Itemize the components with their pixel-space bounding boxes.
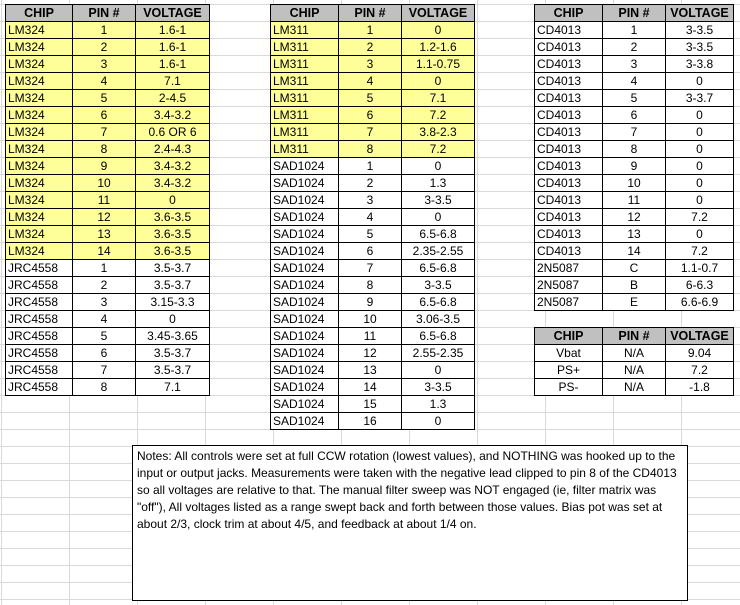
pin-cell: 6	[339, 107, 402, 124]
table-row	[535, 294, 734, 311]
voltage-cell: -1.8	[666, 379, 734, 396]
pin-cell: 7	[603, 124, 666, 141]
pin-cell: 7	[73, 362, 136, 379]
pin-cell: 12	[73, 209, 136, 226]
chip-cell: SAD1024	[271, 396, 339, 413]
voltage-cell: 7.2	[402, 107, 475, 124]
table-row	[271, 362, 475, 379]
table-row	[6, 56, 210, 73]
voltage-cell: 3.15-3.3	[136, 294, 210, 311]
pin-header: PIN #	[339, 5, 402, 22]
chip-cell: 2N5087	[535, 294, 603, 311]
pin-cell: 15	[339, 396, 402, 413]
pin-cell: 11	[603, 192, 666, 209]
chip-cell: JRC4558	[6, 294, 73, 311]
table-row	[271, 413, 475, 430]
table-row	[271, 107, 475, 124]
chip-header: CHIP	[6, 5, 73, 22]
table-row	[535, 39, 734, 56]
voltage-cell: 0	[666, 226, 734, 243]
table-row	[535, 73, 734, 90]
voltage-cell: 0	[666, 175, 734, 192]
pin-cell: 6	[603, 107, 666, 124]
voltage-cell: 1.1-0.7	[666, 260, 734, 277]
pin-cell: 4	[73, 73, 136, 90]
pin-cell: 10	[73, 175, 136, 192]
table-row	[535, 192, 734, 209]
table-row	[6, 243, 210, 260]
pin-cell: 9	[339, 294, 402, 311]
chip-cell: SAD1024	[271, 294, 339, 311]
chip-cell: LM311	[271, 73, 339, 90]
table-row	[6, 311, 210, 328]
table-cd4013-2n5087	[534, 4, 734, 311]
header-row	[6, 5, 210, 22]
chip-cell: SAD1024	[271, 413, 339, 430]
pin-cell: 2	[339, 175, 402, 192]
pin-cell: 9	[73, 158, 136, 175]
table-row	[6, 73, 210, 90]
header-row	[271, 5, 475, 22]
voltage-header: VOLTAGE	[666, 5, 734, 22]
voltage-cell: 1.3	[402, 175, 475, 192]
pin-cell: 3	[339, 56, 402, 73]
chip-cell: LM324	[6, 226, 73, 243]
pin-cell: 11	[73, 192, 136, 209]
chip-cell: SAD1024	[271, 362, 339, 379]
table-row	[271, 141, 475, 158]
pin-cell: 5	[339, 90, 402, 107]
voltage-cell: 3.5-3.7	[136, 362, 210, 379]
voltage-cell: 3-3.5	[666, 39, 734, 56]
table-row	[6, 362, 210, 379]
chip-cell: LM324	[6, 90, 73, 107]
chip-cell: CD4013	[535, 243, 603, 260]
pin-cell: 5	[339, 226, 402, 243]
pin-cell: 12	[603, 209, 666, 226]
pin-header: PIN #	[603, 328, 666, 345]
table-row	[535, 277, 734, 294]
voltage-cell: 3.4-3.2	[136, 158, 210, 175]
pin-cell: 14	[73, 243, 136, 260]
pin-cell: 1	[73, 260, 136, 277]
chip-cell: LM311	[271, 124, 339, 141]
chip-cell: JRC4558	[6, 362, 73, 379]
voltage-cell: 0	[402, 22, 475, 39]
chip-header: CHIP	[535, 5, 603, 22]
chip-cell: LM324	[6, 56, 73, 73]
chip-cell: JRC4558	[6, 311, 73, 328]
pin-cell: 13	[603, 226, 666, 243]
table-row	[535, 107, 734, 124]
table-row	[535, 22, 734, 39]
pin-cell: 5	[73, 90, 136, 107]
voltage-cell: 3-3.5	[402, 277, 475, 294]
voltage-cell: 1.6-1	[136, 56, 210, 73]
voltage-cell: 6.5-6.8	[402, 328, 475, 345]
voltage-header: VOLTAGE	[402, 5, 475, 22]
voltage-cell: 0	[666, 192, 734, 209]
voltage-cell: 6.5-6.8	[402, 294, 475, 311]
voltage-cell: 1.1-0.75	[402, 56, 475, 73]
voltage-cell: 1.6-1	[136, 22, 210, 39]
chip-cell: CD4013	[535, 73, 603, 90]
voltage-header: VOLTAGE	[136, 5, 210, 22]
pin-cell: 2	[339, 39, 402, 56]
chip-cell: 2N5087	[535, 277, 603, 294]
voltage-cell: 0	[136, 311, 210, 328]
chip-cell: JRC4558	[6, 260, 73, 277]
pin-cell: 14	[339, 379, 402, 396]
pin-cell: 8	[339, 141, 402, 158]
chip-cell: JRC4558	[6, 345, 73, 362]
voltage-cell: 3.5-3.7	[136, 260, 210, 277]
voltage-cell: 0	[402, 413, 475, 430]
table-row	[6, 328, 210, 345]
pin-cell: 1	[603, 22, 666, 39]
table-row	[6, 107, 210, 124]
voltage-cell: 0	[402, 158, 475, 175]
pin-cell: 10	[603, 175, 666, 192]
table-row	[271, 56, 475, 73]
table-row	[535, 260, 734, 277]
pin-cell: 5	[603, 90, 666, 107]
voltage-cell: 7.2	[666, 243, 734, 260]
pin-cell: 12	[339, 345, 402, 362]
chip-cell: LM311	[271, 39, 339, 56]
pin-cell: 13	[339, 362, 402, 379]
voltage-cell: 9.04	[666, 345, 734, 362]
chip-header: CHIP	[535, 328, 603, 345]
voltage-cell: 6.5-6.8	[402, 226, 475, 243]
chip-cell: SAD1024	[271, 226, 339, 243]
pin-cell: N/A	[603, 379, 666, 396]
chip-cell: CD4013	[535, 141, 603, 158]
chip-cell: CD4013	[535, 158, 603, 175]
pin-cell: 7	[339, 124, 402, 141]
pin-cell: 6	[339, 243, 402, 260]
chip-cell: SAD1024	[271, 311, 339, 328]
table-row	[6, 90, 210, 107]
voltage-cell: 3-3.7	[666, 90, 734, 107]
table-row	[271, 243, 475, 260]
table-row	[271, 175, 475, 192]
chip-cell: SAD1024	[271, 243, 339, 260]
table-row	[271, 192, 475, 209]
voltage-cell: 0	[402, 73, 475, 90]
table-row	[6, 124, 210, 141]
chip-cell: LM324	[6, 107, 73, 124]
pin-cell: 1	[339, 158, 402, 175]
voltage-cell: 3-3.5	[402, 192, 475, 209]
chip-cell: CD4013	[535, 107, 603, 124]
chip-cell: LM324	[6, 39, 73, 56]
table-row	[6, 141, 210, 158]
table-row	[6, 39, 210, 56]
chip-cell: SAD1024	[271, 345, 339, 362]
voltage-cell: 3.6-3.5	[136, 243, 210, 260]
chip-cell: Vbat	[535, 345, 603, 362]
pin-cell: N/A	[603, 345, 666, 362]
voltage-cell: 6-6.3	[666, 277, 734, 294]
table-row	[535, 209, 734, 226]
voltage-cell: 7.2	[666, 362, 734, 379]
voltage-cell: 3.5-3.7	[136, 277, 210, 294]
table-row	[535, 90, 734, 107]
pin-cell: E	[603, 294, 666, 311]
chip-cell: LM324	[6, 175, 73, 192]
chip-cell: CD4013	[535, 209, 603, 226]
chip-cell: LM324	[6, 141, 73, 158]
chip-cell: LM324	[6, 243, 73, 260]
table-row	[535, 56, 734, 73]
pin-cell: 1	[339, 22, 402, 39]
voltage-cell: 3.4-3.2	[136, 107, 210, 124]
header-row	[535, 328, 734, 345]
table-row	[271, 311, 475, 328]
table-row	[535, 226, 734, 243]
voltage-cell: 1.2-1.6	[402, 39, 475, 56]
chip-cell: LM324	[6, 158, 73, 175]
voltage-cell: 3.6-3.5	[136, 209, 210, 226]
chip-cell: LM311	[271, 22, 339, 39]
chip-cell: SAD1024	[271, 277, 339, 294]
voltage-cell: 1.6-1	[136, 39, 210, 56]
table-row	[271, 294, 475, 311]
table-row	[6, 277, 210, 294]
pin-cell: 4	[339, 73, 402, 90]
table-row	[535, 362, 734, 379]
pin-cell: 14	[603, 243, 666, 260]
chip-cell: LM311	[271, 107, 339, 124]
pin-header: PIN #	[73, 5, 136, 22]
table-row	[271, 226, 475, 243]
table-row	[271, 209, 475, 226]
voltage-cell: 3-3.5	[666, 22, 734, 39]
pin-cell: 3	[73, 56, 136, 73]
voltage-cell: 7.1	[402, 90, 475, 107]
table-row	[271, 22, 475, 39]
pin-cell: 3	[603, 56, 666, 73]
chip-cell: CD4013	[535, 39, 603, 56]
voltage-cell: 3.4-3.2	[136, 175, 210, 192]
chip-cell: SAD1024	[271, 158, 339, 175]
table-row	[271, 124, 475, 141]
table-row	[271, 396, 475, 413]
table-row	[271, 277, 475, 294]
chip-cell: PS-	[535, 379, 603, 396]
table-row	[535, 175, 734, 192]
voltage-cell: 3.6-3.5	[136, 226, 210, 243]
pin-cell: 4	[603, 73, 666, 90]
table-row	[271, 73, 475, 90]
table-row	[271, 90, 475, 107]
table-row	[6, 294, 210, 311]
table-row	[6, 226, 210, 243]
table-row	[535, 379, 734, 396]
pin-cell: 2	[73, 277, 136, 294]
voltage-cell: 7.2	[402, 141, 475, 158]
table-row	[535, 141, 734, 158]
pin-cell: B	[603, 277, 666, 294]
chip-cell: CD4013	[535, 124, 603, 141]
table-row	[271, 158, 475, 175]
pin-cell: 11	[339, 328, 402, 345]
voltage-cell: 6.6-6.9	[666, 294, 734, 311]
voltage-cell: 0.6 OR 6	[136, 124, 210, 141]
pin-cell: 10	[339, 311, 402, 328]
table-lm324-jrc4558	[5, 4, 210, 396]
pin-header: PIN #	[603, 5, 666, 22]
chip-cell: SAD1024	[271, 175, 339, 192]
table-row	[6, 175, 210, 192]
chip-cell: 2N5087	[535, 260, 603, 277]
pin-cell: 6	[73, 107, 136, 124]
pin-cell: 4	[339, 209, 402, 226]
pin-cell: 8	[603, 141, 666, 158]
voltage-cell: 2-4.5	[136, 90, 210, 107]
chip-cell: LM324	[6, 73, 73, 90]
voltage-cell: 2.35-2.55	[402, 243, 475, 260]
table-row	[271, 260, 475, 277]
table-row	[271, 39, 475, 56]
voltage-cell: 0	[666, 73, 734, 90]
pin-cell: 4	[73, 311, 136, 328]
voltage-cell: 2.55-2.35	[402, 345, 475, 362]
chip-cell: JRC4558	[6, 379, 73, 396]
voltage-cell: 0	[136, 192, 210, 209]
chip-cell: SAD1024	[271, 209, 339, 226]
pin-cell: 5	[73, 328, 136, 345]
table-row	[6, 192, 210, 209]
table-row	[6, 345, 210, 362]
voltage-cell: 0	[402, 362, 475, 379]
voltage-cell: 0	[666, 141, 734, 158]
chip-cell: SAD1024	[271, 192, 339, 209]
chip-cell: LM311	[271, 141, 339, 158]
voltage-cell: 1.3	[402, 396, 475, 413]
voltage-cell: 3.06-3.5	[402, 311, 475, 328]
voltage-cell: 7.1	[136, 73, 210, 90]
pin-cell: 8	[73, 379, 136, 396]
voltage-cell: 3.5-3.7	[136, 345, 210, 362]
pin-cell: 9	[603, 158, 666, 175]
chip-cell: LM311	[271, 90, 339, 107]
chip-cell: JRC4558	[6, 277, 73, 294]
chip-cell: CD4013	[535, 175, 603, 192]
pin-cell: 13	[73, 226, 136, 243]
voltage-cell: 0	[402, 209, 475, 226]
table-lm311-sad1024	[270, 4, 475, 430]
chip-cell: SAD1024	[271, 328, 339, 345]
pin-cell: 2	[73, 39, 136, 56]
chip-cell: LM311	[271, 56, 339, 73]
chip-header: CHIP	[271, 5, 339, 22]
chip-cell: LM324	[6, 209, 73, 226]
pin-cell: 2	[603, 39, 666, 56]
chip-cell: PS+	[535, 362, 603, 379]
voltage-cell: 0	[666, 158, 734, 175]
table-row	[535, 243, 734, 260]
notes-textbox: Notes: All controls were set at full CCW rotation (lowest values), and NOTHING was hooked up to the input or output jacks. Measurements were taken with the negative lead clipped to pin 8 of the CD4013 so all voltages are relative to that. The manual filter sweep was NOT engaged (ie, filter matrix was "off"), All voltages listed as a range swept back and forth between those values. Bias pot was set at about 2/3, clock trim at about 4/5, and feedback at about 1/4 on.	[132, 445, 688, 601]
pin-cell: 16	[339, 413, 402, 430]
pin-cell: 7	[339, 260, 402, 277]
table-row	[271, 328, 475, 345]
pin-cell: 7	[73, 124, 136, 141]
header-row	[535, 5, 734, 22]
pin-cell: 8	[339, 277, 402, 294]
table-row	[6, 379, 210, 396]
voltage-cell: 7.2	[666, 209, 734, 226]
table-row	[6, 158, 210, 175]
voltage-cell: 7.1	[136, 379, 210, 396]
pin-cell: 3	[73, 294, 136, 311]
chip-cell: JRC4558	[6, 328, 73, 345]
voltage-cell: 2.4-4.3	[136, 141, 210, 158]
table-power-supply	[534, 327, 734, 396]
chip-cell: LM324	[6, 124, 73, 141]
table-row	[6, 260, 210, 277]
chip-cell: CD4013	[535, 192, 603, 209]
chip-cell: SAD1024	[271, 260, 339, 277]
voltage-cell: 6.5-6.8	[402, 260, 475, 277]
voltage-cell: 3.8-2.3	[402, 124, 475, 141]
pin-cell: 6	[73, 345, 136, 362]
chip-cell: CD4013	[535, 90, 603, 107]
table-row	[535, 158, 734, 175]
voltage-header: VOLTAGE	[666, 328, 734, 345]
voltage-cell: 0	[666, 107, 734, 124]
pin-cell: N/A	[603, 362, 666, 379]
voltage-cell: 3-3.8	[666, 56, 734, 73]
pin-cell: 8	[73, 141, 136, 158]
voltage-cell: 0	[666, 124, 734, 141]
table-row	[271, 345, 475, 362]
table-row	[271, 379, 475, 396]
chip-cell: CD4013	[535, 56, 603, 73]
pin-cell: 1	[73, 22, 136, 39]
pin-cell: 3	[339, 192, 402, 209]
voltage-cell: 3.45-3.65	[136, 328, 210, 345]
chip-cell: LM324	[6, 192, 73, 209]
table-row	[6, 22, 210, 39]
table-row	[535, 345, 734, 362]
chip-cell: CD4013	[535, 22, 603, 39]
table-row	[535, 124, 734, 141]
voltage-cell: 3-3.5	[402, 379, 475, 396]
chip-cell: SAD1024	[271, 379, 339, 396]
chip-cell: CD4013	[535, 226, 603, 243]
pin-cell: C	[603, 260, 666, 277]
chip-cell: LM324	[6, 22, 73, 39]
table-row	[6, 209, 210, 226]
